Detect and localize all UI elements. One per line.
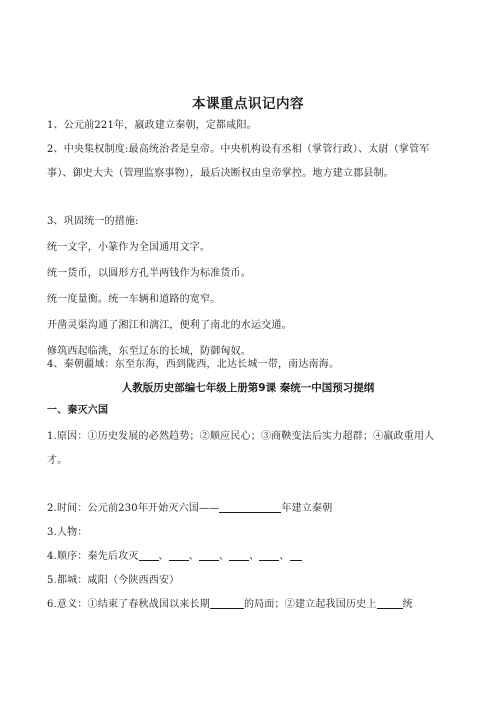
point-4: 4、秦朝疆域：东至东海，西到陇西，北达长城一带，南达南海。 — [47, 359, 340, 370]
separator: 、 — [158, 551, 169, 562]
question-2-text: 2.时间：公元前230年开始灭六国—— — [47, 503, 220, 514]
point-3-great-wall: 修筑西起临洮，东至辽东的长城，防御匈奴。 — [47, 346, 251, 357]
question-6-text-mid: 的局面；②建立起我国历史上 — [243, 599, 377, 610]
point-3-currency: 统一货币，以圆形方孔半两钱作为标准货币。 — [47, 268, 251, 279]
question-4-order — [47, 545, 451, 569]
page-title: 本课重点识记内容 — [192, 96, 304, 112]
question-1-reason: 1.原因：①历史发展的必然趋势；②顺应民心；③商鞅变法后实力超群；④嬴政重用人才。 — [47, 431, 435, 466]
section-subtitle: 人教版历史部编七年级上册第9课 秦统一中国预习提纲 — [121, 382, 375, 394]
section-1-heading: 一、秦灭六国 — [47, 405, 109, 416]
question-6-text: 6.意义：①结束了春秋战国以来长期 — [47, 599, 210, 610]
fill-blank[interactable] — [259, 549, 279, 561]
separator: 、 — [188, 551, 199, 562]
fill-blank[interactable] — [199, 549, 219, 561]
question-3-person: 3.人物： — [47, 527, 88, 538]
separator: 、 — [218, 551, 230, 562]
point-1: 1、公元前221年，嬴政建立秦朝，定都咸阳。 — [47, 120, 257, 131]
point-3-measures: 统一度量衡。统一车辆和道路的宽窄。 — [47, 294, 221, 305]
fill-blank[interactable] — [290, 549, 302, 561]
separator: 、 — [279, 551, 290, 562]
point-2: 2、中央集权制度:最高统治者是皇帝。中央机构设有丞相（掌管行政）、太尉（掌管军事）、御史大夫（管理监察事物），最后决断权由皇帝掌控。地方建立郡县制。 — [47, 144, 430, 179]
question-5-capital: 5.都城：咸阳（今陕西西安） — [47, 575, 180, 586]
question-6-significance — [47, 593, 451, 617]
question-6-text-end: 统 — [402, 599, 413, 610]
point-3: 3、巩固统一的措施: — [47, 216, 139, 227]
question-2-suffix: 年建立秦朝 — [281, 503, 333, 514]
question-2-time — [47, 497, 451, 521]
fill-blank[interactable] — [377, 597, 403, 609]
separator: 、 — [249, 551, 260, 562]
fill-blank[interactable] — [210, 597, 244, 609]
question-4-text: 4.顺序：秦先后攻灭 — [47, 551, 139, 562]
fill-blank[interactable] — [219, 501, 281, 513]
fill-blank[interactable] — [169, 549, 189, 561]
fill-blank[interactable] — [139, 549, 159, 561]
point-3-lingqu-canal: 开凿灵渠沟通了湘江和漓江，便利了南北的水运交通。 — [47, 320, 292, 331]
point-3-writing: 统一文字，小篆作为全国通用文字。 — [47, 242, 211, 253]
fill-blank[interactable] — [229, 549, 249, 561]
